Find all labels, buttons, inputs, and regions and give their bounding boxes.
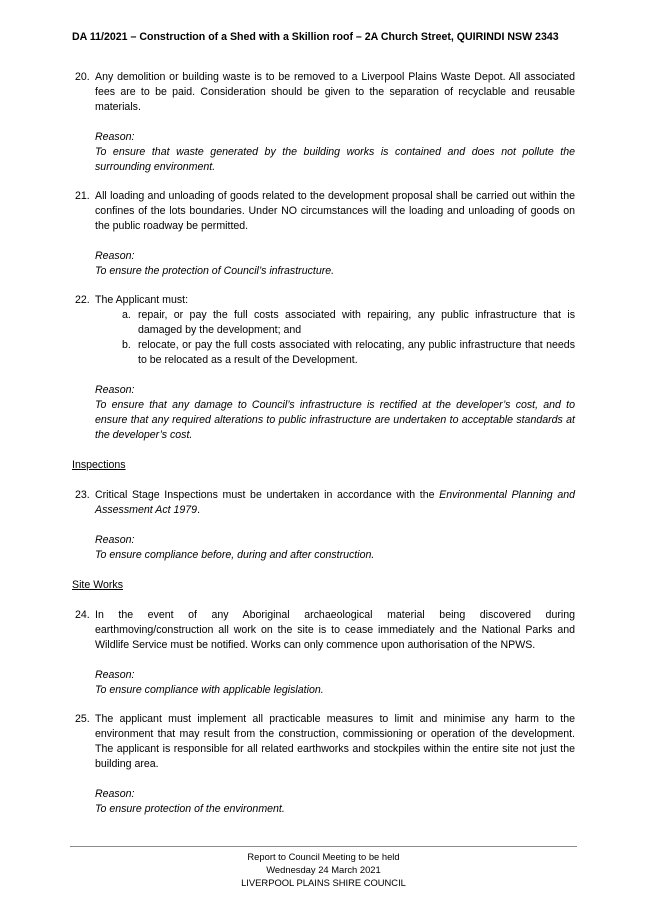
condition-text: Any demolition or building waste is to be removed to a Liverpool Plains Waste Depot. All associated fees are to be paid. Consideration should be given to the separation of recyclable and reusable materials. (95, 71, 575, 113)
condition-number: 23. (75, 489, 90, 501)
page-footer (70, 850, 577, 889)
reason-text: To ensure protection of the environment. (95, 803, 285, 815)
reason-label: Reason: (95, 534, 135, 546)
condition-text: In the event of any Aboriginal archaeological material being discovered during earthmoving/construction all work on the site is to cease immediately and the National Parks and Wildlife Service must be notified. Works can only commence upon authorisation of the NPWS. (95, 609, 575, 651)
condition-number: 25. (75, 713, 90, 725)
condition-number: 24. (75, 609, 90, 621)
sub-item-text: repair, or pay the full costs associated with repairing, any public infrastructure that is damaged by the development; and (138, 309, 575, 336)
sub-item-letter: b. (122, 339, 131, 351)
reason-text: To ensure compliance before, during and after construction. (95, 549, 375, 561)
section-heading-site-works: Site Works (72, 579, 124, 591)
condition-24 (72, 608, 575, 698)
condition-22 (72, 293, 575, 443)
sub-item-letter: a. (122, 309, 131, 321)
sub-list (95, 308, 575, 368)
reason-label: Reason: (95, 250, 135, 262)
condition-text (95, 488, 575, 518)
reason-label: Reason: (95, 384, 135, 396)
sub-item-a (95, 308, 575, 338)
section-heading-inspections: Inspections (72, 459, 126, 471)
condition-text: All loading and unloading of goods related to the development proposal shall be carried out within the confines of the lots boundaries. Under NO circumstances will the loading and unloading of goods on the public roadway be permitted. (95, 190, 575, 232)
act-title: Environmental Planning and Assessment Act 1979 (95, 489, 575, 516)
reason-label: Reason: (95, 669, 135, 681)
footer-line-1: Report to Council Meeting to be held (247, 851, 400, 862)
condition-23 (72, 488, 575, 563)
condition-text: The applicant must implement all practicable measures to limit and minimise any harm to the environment that may result from the construction, commissioning or operation of the development. The applicant is responsible for all related earthworks and stockpiles within the entire site not just the building area. (95, 713, 575, 770)
footer-line-3: LIVERPOOL PLAINS SHIRE COUNCIL (241, 877, 406, 888)
reason-text: To ensure that waste generated by the building works is contained and does not pollute the surrounding environment. (95, 146, 575, 173)
document-body (72, 70, 575, 817)
footer-line-2: Wednesday 24 March 2021 (266, 864, 381, 875)
condition-25 (72, 712, 575, 817)
condition-text-part: . (197, 504, 201, 516)
reason-label: Reason: (95, 131, 135, 143)
condition-text-part: Critical Stage Inspections must be undertaken in accordance with the (95, 489, 440, 501)
reason-text: To ensure the protection of Council’s infrastructure. (95, 265, 335, 277)
reason-text: To ensure that any damage to Council’s infrastructure is rectified at the developer’s cost, and to ensure that any required alterations to public infrastructure are undertaken to acceptable standards at the developer’s cost. (95, 399, 575, 441)
sub-item-text: relocate, or pay the full costs associated with relocating, any public infrastructure that needs to be relocated as a result of the Development. (138, 339, 575, 366)
reason-label: Reason: (95, 788, 135, 800)
reason-text: To ensure compliance with applicable legislation. (95, 684, 324, 696)
footer-divider (70, 846, 577, 847)
condition-21 (72, 189, 575, 279)
condition-text: The Applicant must: (95, 294, 189, 306)
condition-number: 21. (75, 190, 90, 202)
page-header: DA 11/2021 – Construction of a Shed with a Skillion roof – 2A Church Street, QUIRINDI NSW 2343 (72, 31, 559, 43)
condition-number: 22. (75, 294, 90, 306)
condition-number: 20. (75, 71, 90, 83)
condition-20 (72, 70, 575, 175)
sub-item-b (95, 338, 575, 368)
